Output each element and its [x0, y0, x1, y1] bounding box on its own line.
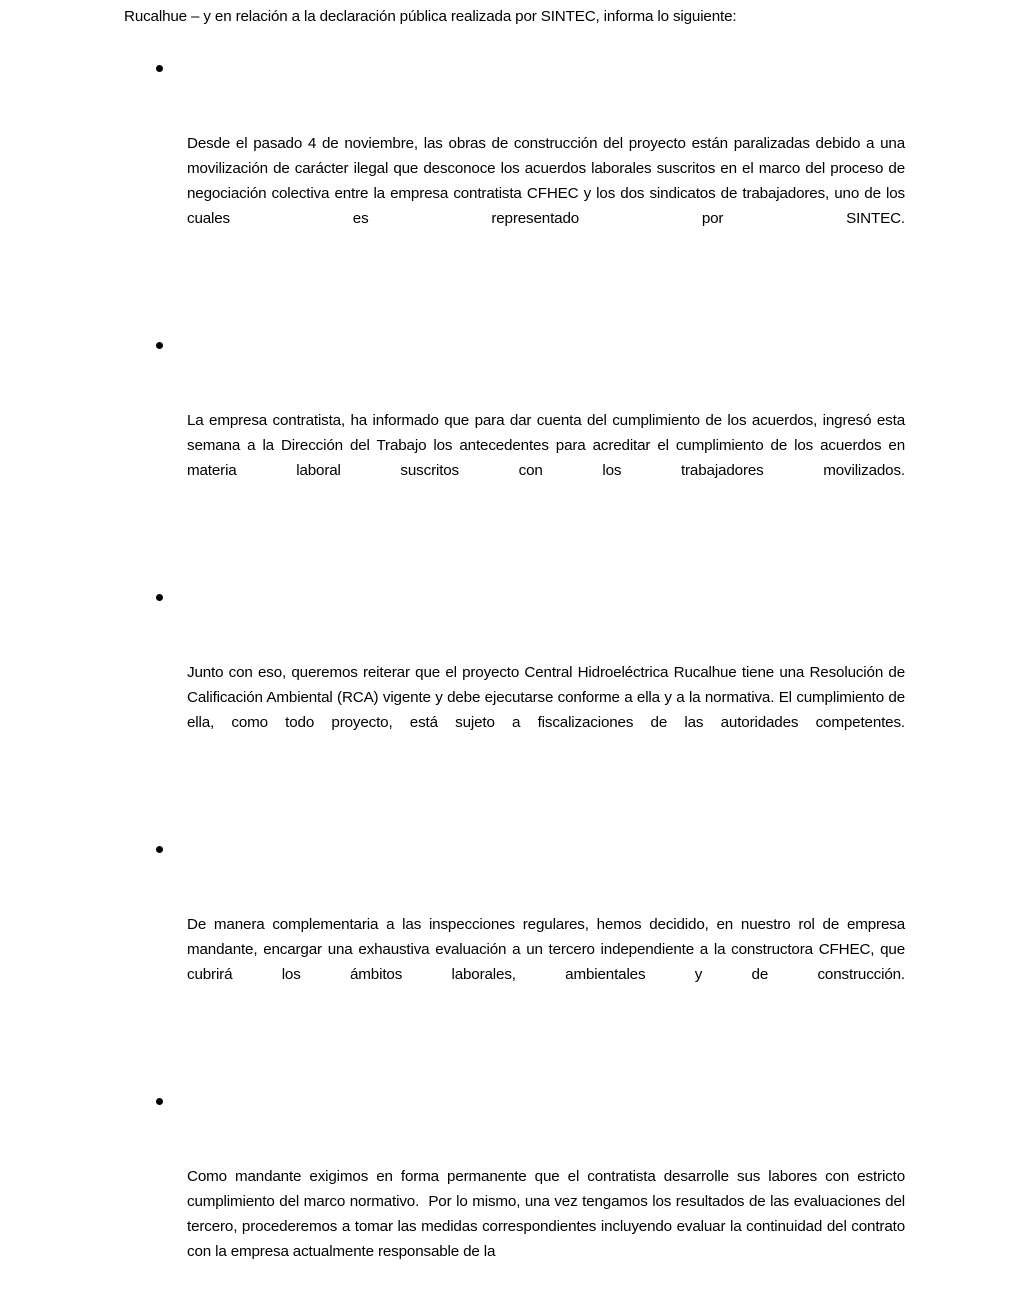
list-item-text: Junto con eso, queremos reiterar que el proyecto Central Hidroeléctrica Rucalhue tiene una Resolución de Calificación Ambiental (RCA) vigente y debe ejecutarse conforme a ella y a la normativa. El cumplimiento de ella, como todo proyecto, está sujeto a fiscalizaciones de las autoridades competentes.: [187, 664, 910, 731]
bullet-marker-icon: [155, 1089, 163, 1114]
lead-paragraph: Rucalhue – y en relación a la declaración pública realizada por SINTEC, informa lo siguiente:: [124, 8, 737, 25]
list-item: [124, 56, 910, 306]
bullet-marker-icon: [155, 56, 163, 81]
list-item-text: Desde el pasado 4 de noviembre, las obras de construcción del proyecto están paralizadas debido a una movilización de carácter ilegal que desconoce los acuerdos laborales suscritos en el marco del proceso de negociación colectiva entre la empresa contratista CFHEC y los dos sindicatos de trabajadores, uno de los cuales es representado por SINTEC.: [187, 135, 910, 227]
bullet-marker-icon: [155, 837, 163, 862]
bullet-marker-icon: [155, 333, 163, 358]
document-body: [124, 0, 910, 1314]
bullet-list: [124, 56, 910, 1314]
list-item-text: De manera complementaria a las inspecciones regulares, hemos decidido, en nuestro rol de empresa mandante, encargar una exhaustiva evaluación a un tercero independiente a la constructora CFHEC, que cubrirá los ámbitos laborales, ambientales y de construcción.: [187, 916, 910, 983]
list-item: [124, 585, 910, 810]
list-item-text: La empresa contratista, ha informado que para dar cuenta del cumplimiento de los acuerdos, ingresó esta semana a la Dirección del Trabajo los antecedentes para acreditar el cumplimiento de los acuerdos en materia laboral suscritos con los trabajadores movilizados.: [187, 412, 910, 479]
list-item: [124, 1089, 910, 1314]
list-item: [124, 837, 910, 1062]
list-item: [124, 333, 910, 558]
list-item-text: Como mandante exigimos en forma permanente que el contratista desarrolle sus labores con estricto cumplimiento del marco normativo. Por lo mismo, una vez tengamos los resultados de las evaluaciones del tercero, procederemos a tomar las medidas correspondientes incluyendo evaluar la continuidad del contrato con la empresa actualmente responsable de la: [187, 1168, 910, 1260]
bullet-marker-icon: [155, 585, 163, 610]
